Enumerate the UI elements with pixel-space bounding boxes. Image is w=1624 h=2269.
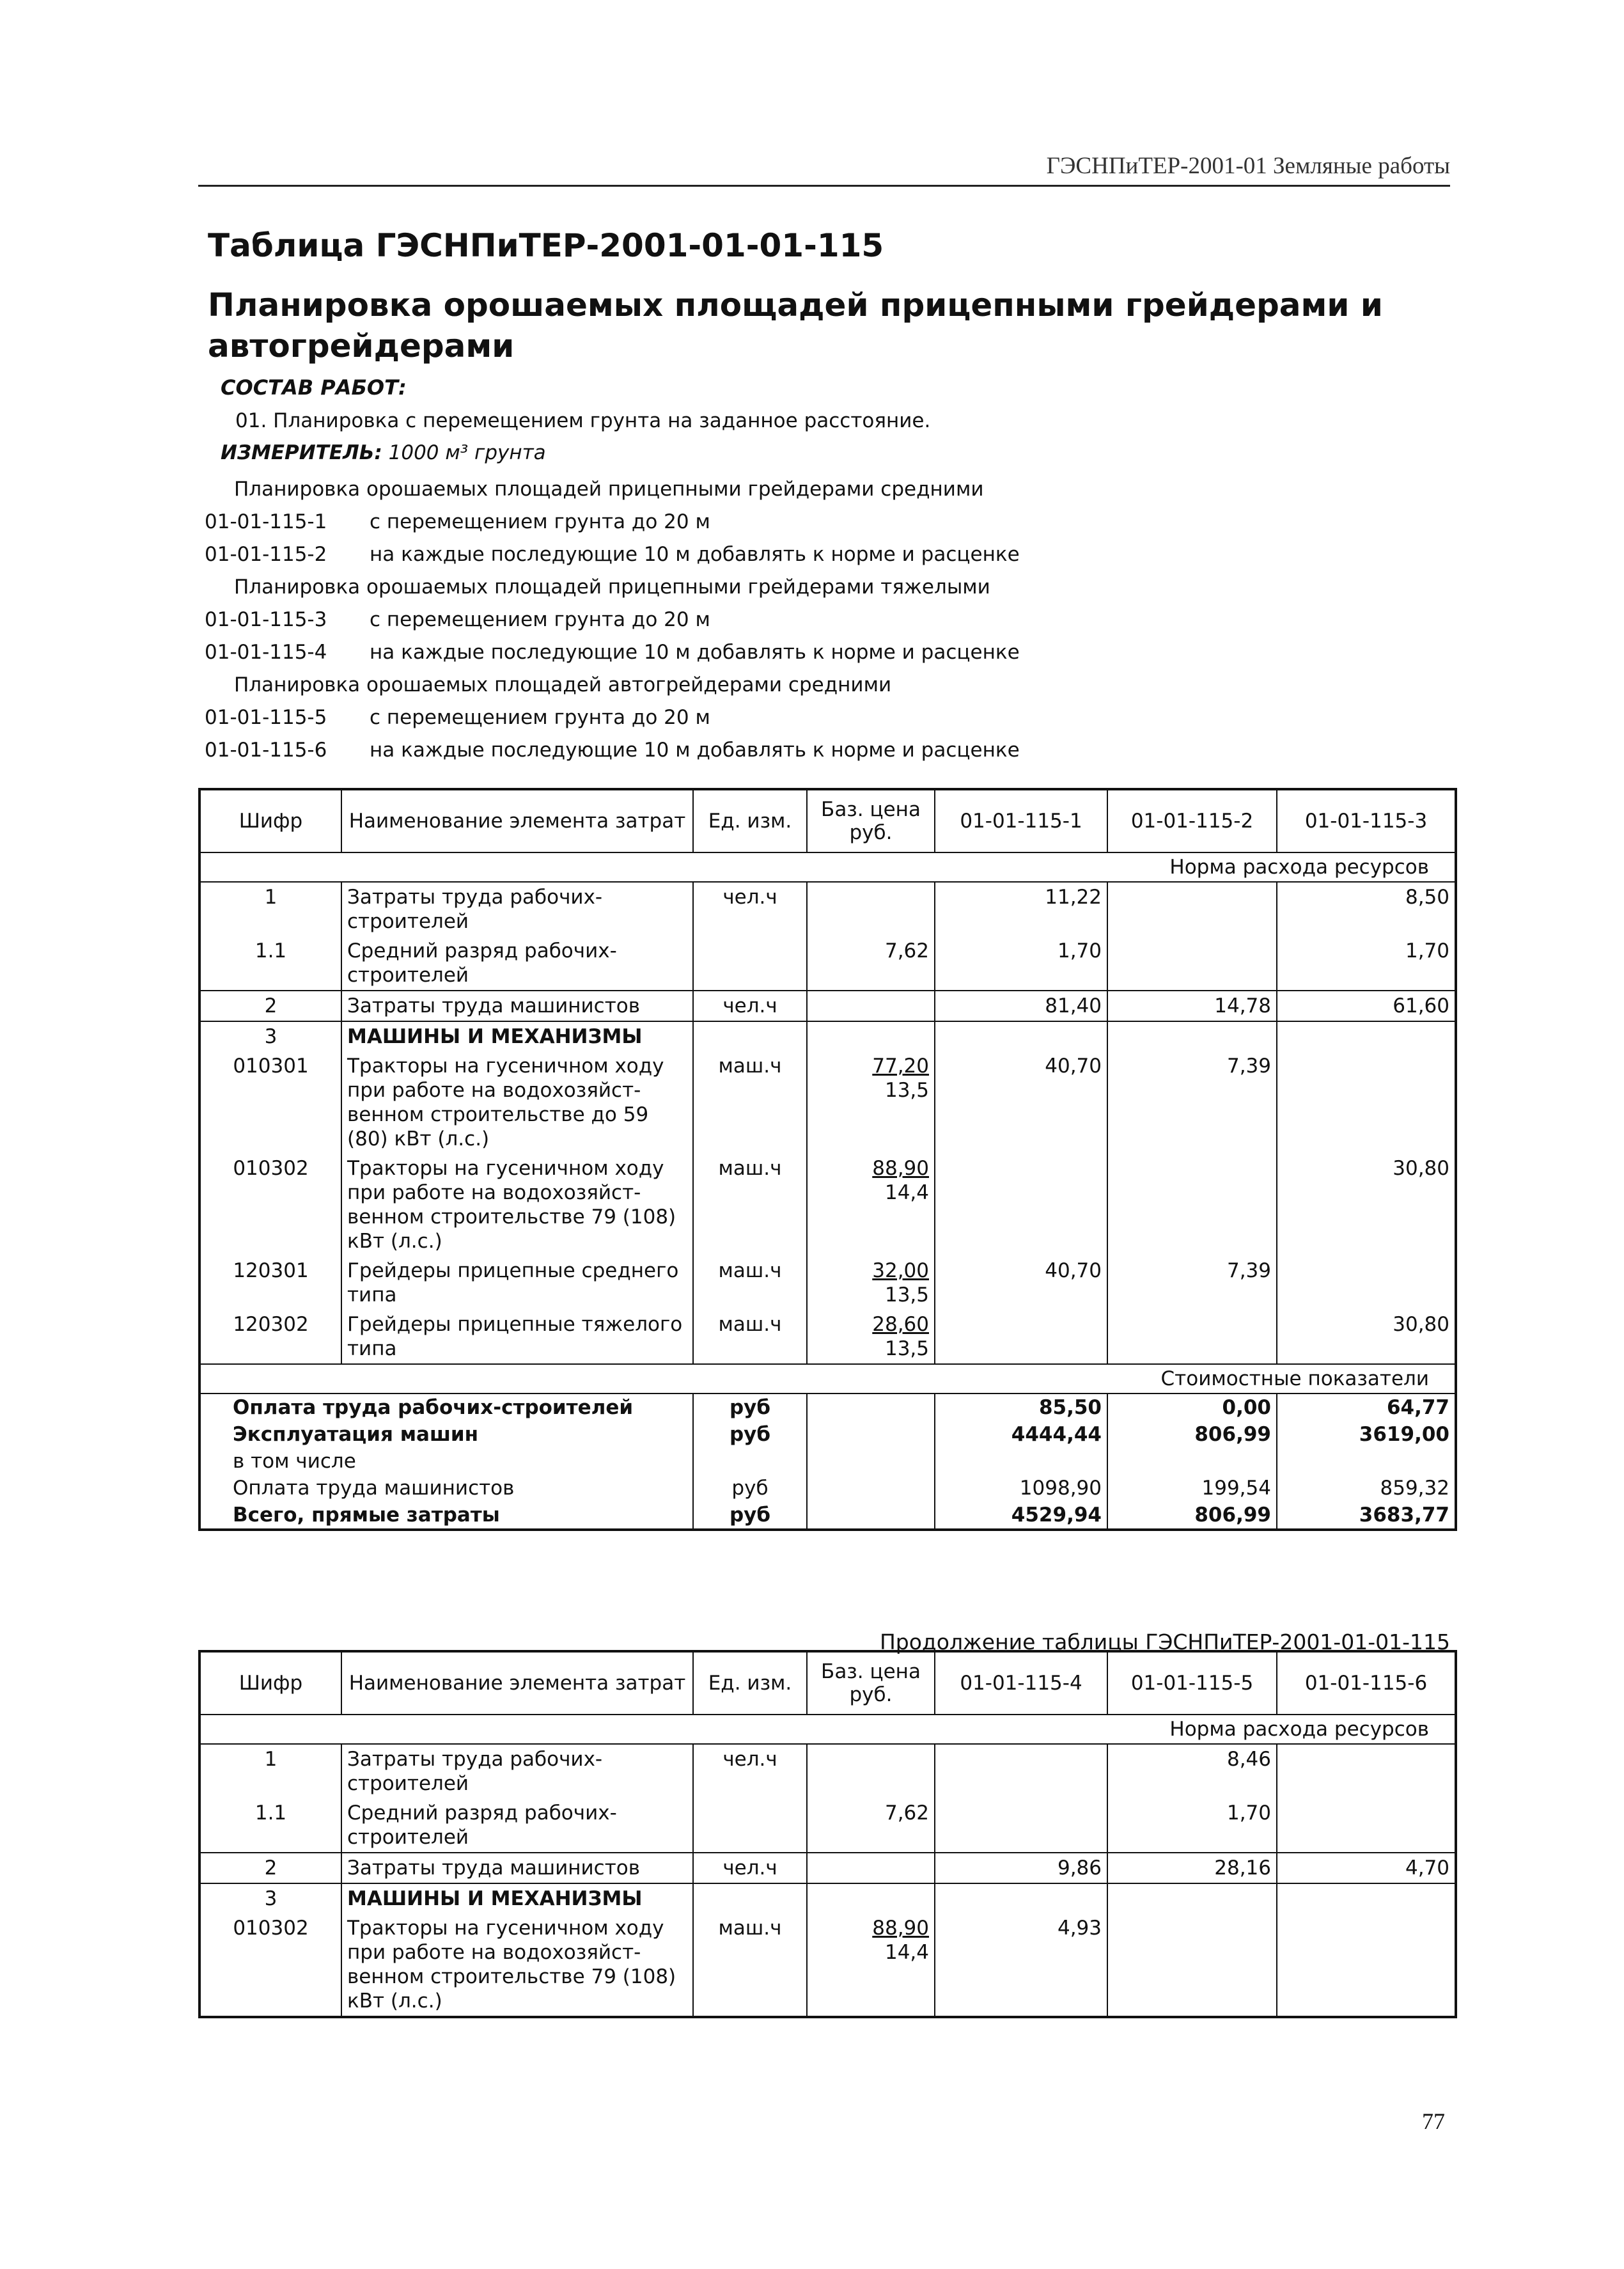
totals-row <box>199 1448 1456 1475</box>
measure <box>221 441 546 464</box>
price-sub: 13,5 <box>884 1337 929 1360</box>
cell-code: 1 <box>199 1744 341 1798</box>
cell-value <box>935 1883 1107 1913</box>
totals-value: 1098,90 <box>935 1475 1107 1502</box>
cell-name: МАШИНЫ И МЕХАНИЗМЫ <box>341 1883 693 1913</box>
header-code: Шифр <box>199 789 341 852</box>
cell-unit: чел.ч <box>693 991 807 1021</box>
cell-value: 40,70 <box>935 1256 1107 1310</box>
table-row <box>199 882 1456 936</box>
totals-value: 859,32 <box>1277 1475 1456 1502</box>
group-title: Планировка орошаемых площадей прицепными грейдерами тяжелыми <box>234 576 990 599</box>
cell-value <box>1277 1256 1456 1310</box>
totals-unit: руб <box>693 1421 807 1448</box>
cell-value: 7,39 <box>1107 1051 1277 1154</box>
norm-desc: на каждые последующие 10 м добавлять к норме и расценке <box>370 641 1020 664</box>
norm-code: 01-01-115-5 <box>205 706 327 729</box>
totals-value: 806,99 <box>1107 1421 1277 1448</box>
band-row <box>199 1364 1456 1394</box>
table-row <box>199 1883 1456 1913</box>
price-base: 77,20 <box>872 1055 929 1078</box>
norm-desc: на каждые последующие 10 м добавлять к норме и расценке <box>370 739 1020 762</box>
cell-code: 1.1 <box>199 1798 341 1853</box>
norm-item <box>205 702 1458 734</box>
header-col: 01-01-115-1 <box>935 789 1107 852</box>
cell-price <box>807 1798 935 1853</box>
cell-name: Грейдеры прицепные тяжелого типа <box>341 1310 693 1364</box>
totals-price <box>807 1475 935 1502</box>
continuation-label: Продолжение таблицы ГЭСНПиТЕР-2001-01-01-115 <box>879 1629 1450 1654</box>
table-row <box>199 1744 1456 1798</box>
table-row <box>199 991 1456 1021</box>
cell-name: Затраты труда машинистов <box>341 1853 693 1883</box>
totals-value: 0,00 <box>1107 1394 1277 1421</box>
cell-value <box>1277 1798 1456 1853</box>
cell-unit <box>693 1883 807 1913</box>
group-title: Планировка орошаемых площадей прицепными грейдерами средними <box>234 478 984 501</box>
cell-value <box>1277 1744 1456 1798</box>
band-row <box>199 852 1456 882</box>
header-unit: Ед. изм. <box>693 789 807 852</box>
cell-value: 14,78 <box>1107 991 1277 1021</box>
totals-value <box>935 1448 1107 1475</box>
table-row <box>199 1021 1456 1051</box>
cell-value <box>935 1310 1107 1364</box>
cell-value: 9,86 <box>935 1853 1107 1883</box>
cell-value <box>935 1798 1107 1853</box>
totals-row <box>199 1421 1456 1448</box>
header-name: Наименование элемента затрат <box>341 789 693 852</box>
totals-value: 64,77 <box>1277 1394 1456 1421</box>
table-row <box>199 1154 1456 1256</box>
cell-value <box>935 1744 1107 1798</box>
cell-value: 1,70 <box>1107 1798 1277 1853</box>
totals-label: Оплата труда машинистов <box>233 1477 515 1500</box>
totals-value: 85,50 <box>935 1394 1107 1421</box>
cell-price <box>807 1853 935 1883</box>
totals-price <box>807 1448 935 1475</box>
measure-value: 1000 м³ грунта <box>388 441 546 464</box>
totals-label: Оплата труда рабочих-строителей <box>233 1396 634 1419</box>
cell-code: 1 <box>199 882 341 936</box>
band-row <box>199 1715 1456 1744</box>
cell-value <box>1107 936 1277 991</box>
norm-code: 01-01-115-3 <box>205 608 327 631</box>
header-col: 01-01-115-5 <box>1107 1651 1277 1715</box>
price-sub: 13,5 <box>884 1284 929 1307</box>
cell-value <box>1277 1051 1456 1154</box>
price-base: 32,00 <box>872 1259 929 1282</box>
totals-value: 3683,77 <box>1277 1502 1456 1530</box>
cell-value: 40,70 <box>935 1051 1107 1154</box>
cell-name: Тракторы на гусеничном ходу при работе на водохозяйст-венном строительстве 79 (108) кВт (л.с.) <box>341 1154 693 1256</box>
header-col: 01-01-115-2 <box>1107 789 1277 852</box>
cell-unit: маш.ч <box>693 1913 807 2017</box>
table-row <box>199 1913 1456 2017</box>
cell-code: 2 <box>199 991 341 1021</box>
header-code: Шифр <box>199 1651 341 1715</box>
cell-value: 1,70 <box>1277 936 1456 991</box>
cell-value <box>1107 1021 1277 1051</box>
table-row <box>199 1256 1456 1310</box>
cell-price <box>807 882 935 936</box>
norm-item <box>205 734 1458 767</box>
cell-value <box>1107 1883 1277 1913</box>
table-heading: Таблица ГЭСНПиТЕР-2001-01-01-115 <box>208 227 884 264</box>
cell-value <box>935 1154 1107 1256</box>
norm-code: 01-01-115-6 <box>205 739 327 762</box>
cell-price <box>807 991 935 1021</box>
totals-value: 4529,94 <box>935 1502 1107 1530</box>
cell-value <box>1107 882 1277 936</box>
cell-code: 3 <box>199 1021 341 1051</box>
cell-code: 010302 <box>199 1154 341 1256</box>
table-row <box>199 1310 1456 1364</box>
norms-table-1 <box>198 788 1457 1531</box>
totals-label: Эксплуатация машин <box>233 1423 479 1446</box>
header-unit: Ед. изм. <box>693 1651 807 1715</box>
table-row <box>199 1798 1456 1853</box>
price-base: 88,90 <box>872 1157 929 1180</box>
cell-value: 7,39 <box>1107 1256 1277 1310</box>
cell-price <box>807 1051 935 1154</box>
price-base: 28,60 <box>872 1313 929 1336</box>
totals-row <box>199 1475 1456 1502</box>
cell-price <box>807 1744 935 1798</box>
cell-name: Тракторы на гусеничном ходу при работе на водохозяйст-венном строительстве до 59 (80) кВт (л.с.) <box>341 1051 693 1154</box>
norm-desc: с перемещением грунта до 20 м <box>370 608 710 631</box>
norm-desc: на каждые последующие 10 м добавлять к норме и расценке <box>370 543 1020 566</box>
cell-price <box>807 936 935 991</box>
cell-value: 11,22 <box>935 882 1107 936</box>
header-col: 01-01-115-4 <box>935 1651 1107 1715</box>
header-name: Наименование элемента затрат <box>341 1651 693 1715</box>
cell-value <box>1107 1310 1277 1364</box>
totals-unit <box>693 1448 807 1475</box>
totals-unit: руб <box>693 1475 807 1502</box>
cell-name: Затраты труда рабочих-строителей <box>341 1744 693 1798</box>
norm-code: 01-01-115-2 <box>205 543 327 566</box>
totals-price <box>807 1394 935 1421</box>
cell-unit <box>693 1021 807 1051</box>
cell-value <box>1277 1913 1456 2017</box>
band-label: Норма расхода ресурсов <box>199 1715 1456 1744</box>
work-item: 01. Планировка с перемещением грунта на заданное расстояние. <box>235 409 931 432</box>
cell-code: 010302 <box>199 1913 341 2017</box>
cell-code: 120301 <box>199 1256 341 1310</box>
cell-code: 010301 <box>199 1051 341 1154</box>
totals-row <box>199 1502 1456 1530</box>
totals-unit: руб <box>693 1502 807 1530</box>
cell-name: Средний разряд рабочих-строителей <box>341 1798 693 1853</box>
table-row <box>199 936 1456 991</box>
cell-code: 120302 <box>199 1310 341 1364</box>
norm-groups <box>205 473 1458 767</box>
page-number: 77 <box>1422 2108 1445 2134</box>
norms-table-2 <box>198 1650 1457 2018</box>
cell-unit <box>693 936 807 991</box>
band-label: Норма расхода ресурсов <box>199 852 1456 882</box>
cell-value: 8,46 <box>1107 1744 1277 1798</box>
cell-unit <box>693 1798 807 1853</box>
cell-price <box>807 1256 935 1310</box>
price-value: 7,62 <box>884 939 929 962</box>
totals-value: 806,99 <box>1107 1502 1277 1530</box>
cell-value: 81,40 <box>935 991 1107 1021</box>
header-price: Баз. цена руб. <box>807 789 935 852</box>
cell-name: МАШИНЫ И МЕХАНИЗМЫ <box>341 1021 693 1051</box>
price-sub: 14,4 <box>884 1181 929 1204</box>
cell-value: 4,70 <box>1277 1853 1456 1883</box>
price-value: 7,62 <box>884 1802 929 1825</box>
cell-price <box>807 1021 935 1051</box>
norm-item <box>205 506 1458 538</box>
norm-desc: с перемещением грунта до 20 м <box>370 706 710 729</box>
norm-item <box>205 604 1458 636</box>
norm-code: 01-01-115-4 <box>205 641 327 664</box>
cell-unit: маш.ч <box>693 1310 807 1364</box>
work-composition-label: СОСТАВ РАБОТ: <box>221 375 407 400</box>
norm-code: 01-01-115-1 <box>205 510 327 533</box>
cell-name: Затраты труда рабочих-строителей <box>341 882 693 936</box>
cell-price <box>807 1913 935 2017</box>
cell-price <box>807 1154 935 1256</box>
cell-unit: чел.ч <box>693 882 807 936</box>
norm-desc: с перемещением грунта до 20 м <box>370 510 710 533</box>
cell-value: 61,60 <box>1277 991 1456 1021</box>
cell-value <box>1107 1913 1277 2017</box>
header-col: 01-01-115-3 <box>1277 789 1456 852</box>
totals-value: 4444,44 <box>935 1421 1107 1448</box>
table-title: Планировка орошаемых площадей прицепными грейдерами и автогрейдерами <box>208 287 1383 365</box>
cell-value: 28,16 <box>1107 1853 1277 1883</box>
table-row <box>199 1853 1456 1883</box>
group-title: Планировка орошаемых площадей автогрейдерами средними <box>234 673 892 696</box>
cell-value <box>1107 1154 1277 1256</box>
totals-price <box>807 1502 935 1530</box>
cell-value: 30,80 <box>1277 1310 1456 1364</box>
cell-value <box>1277 1883 1456 1913</box>
totals-value <box>1107 1448 1277 1475</box>
header-col: 01-01-115-6 <box>1277 1651 1456 1715</box>
norm-item <box>205 636 1458 669</box>
cell-unit: маш.ч <box>693 1051 807 1154</box>
totals-label: Всего, прямые затраты <box>233 1504 500 1527</box>
cell-name: Тракторы на гусеничном ходу при работе на водохозяйст-венном строительстве 79 (108) кВт (л.с.) <box>341 1913 693 2017</box>
norm-item <box>205 538 1458 571</box>
cell-name: Грейдеры прицепные среднего типа <box>341 1256 693 1310</box>
cell-value <box>1277 1021 1456 1051</box>
cell-code: 2 <box>199 1853 341 1883</box>
totals-price <box>807 1421 935 1448</box>
cell-unit: маш.ч <box>693 1154 807 1256</box>
totals-value: 199,54 <box>1107 1475 1277 1502</box>
totals-row <box>199 1394 1456 1421</box>
cell-value: 1,70 <box>935 936 1107 991</box>
cell-value: 4,93 <box>935 1913 1107 2017</box>
table-row <box>199 1051 1456 1154</box>
cell-value: 8,50 <box>1277 882 1456 936</box>
price-sub: 13,5 <box>884 1079 929 1102</box>
cell-value: 30,80 <box>1277 1154 1456 1256</box>
cell-price <box>807 1883 935 1913</box>
cell-name: Средний разряд рабочих-строителей <box>341 936 693 991</box>
running-header: ГЭСНПиТЕР-2001-01 Земляные работы <box>198 152 1450 187</box>
cell-value <box>935 1021 1107 1051</box>
cell-code: 3 <box>199 1883 341 1913</box>
cell-price <box>807 1310 935 1364</box>
cell-code: 1.1 <box>199 936 341 991</box>
totals-unit: руб <box>693 1394 807 1421</box>
totals-value <box>1277 1448 1456 1475</box>
cell-name: Затраты труда машинистов <box>341 991 693 1021</box>
band-label: Стоимостные показатели <box>199 1364 1456 1394</box>
price-base: 88,90 <box>872 1917 929 1940</box>
totals-value: 3619,00 <box>1277 1421 1456 1448</box>
header-price: Баз. цена руб. <box>807 1651 935 1715</box>
cell-unit: чел.ч <box>693 1744 807 1798</box>
cell-unit: чел.ч <box>693 1853 807 1883</box>
measure-label: ИЗМЕРИТЕЛЬ: <box>221 441 382 464</box>
cell-unit: маш.ч <box>693 1256 807 1310</box>
totals-label: в том числе <box>233 1450 356 1473</box>
price-sub: 14,4 <box>884 1941 929 1964</box>
